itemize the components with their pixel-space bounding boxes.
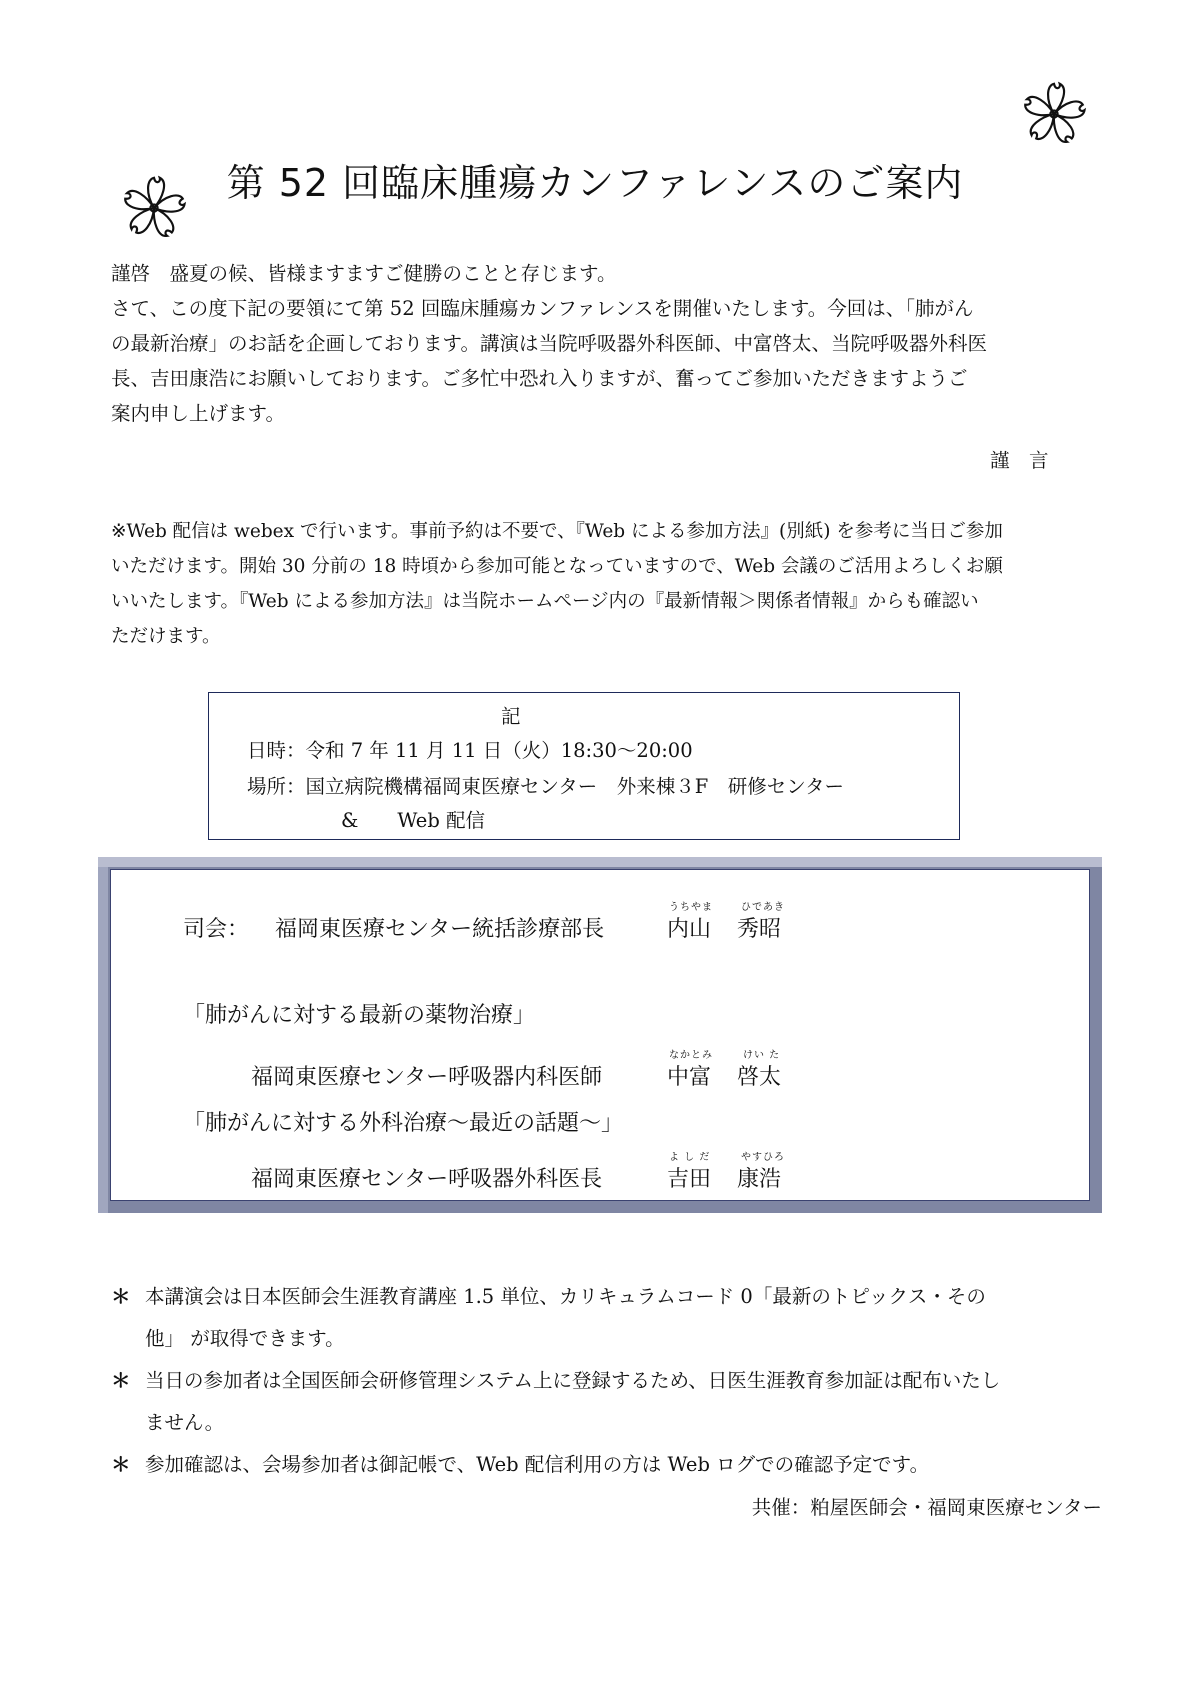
note-certificate bbox=[111, 1360, 1101, 1450]
talk1-affiliation: 福岡東医療センター呼吸器内科医師 bbox=[251, 1065, 603, 1090]
note-credits bbox=[111, 1276, 1101, 1366]
talk1-family-ruby: なかとみ bbox=[669, 1050, 713, 1061]
moderator-given-ruby: ひであき bbox=[741, 902, 785, 913]
page-title: 第 52 回臨床腫瘍カンファレンスのご案内 bbox=[226, 161, 964, 205]
ki-heading: 記 bbox=[501, 705, 521, 728]
program-frame bbox=[98, 857, 1102, 1213]
talk2-family-ruby: よ し だ bbox=[669, 1152, 711, 1163]
talk2-given-name: 康浩 bbox=[737, 1167, 782, 1192]
talk2-title: 「肺がんに対する外科治療～最近の話題～」 bbox=[183, 1111, 624, 1136]
asterisk-mark: ＊ bbox=[111, 1285, 131, 1308]
moderator-family-name: 内山 bbox=[667, 917, 712, 942]
web-notice-line: ただけます。 bbox=[111, 626, 221, 647]
event-place: 場所：国立病院機構福岡東医療センター 外来棟３F 研修センター bbox=[247, 775, 844, 798]
asterisk-mark: ＊ bbox=[111, 1369, 131, 1392]
event-web: & Web 配信 bbox=[341, 809, 486, 832]
sakura-flower-icon bbox=[1018, 78, 1090, 150]
sponsor-line: 共催：粕屋医師会・福岡東医療センター bbox=[751, 1496, 1102, 1519]
note-line: 本講演会は日本医師会生涯教育講座 1.5 単位、カリキュラムコード 0「最新のトピックス・その bbox=[145, 1285, 986, 1308]
moderator-family-ruby: うちやま bbox=[669, 902, 713, 913]
moderator-label: 司会： bbox=[183, 917, 250, 942]
web-notice-line: いただけます。開始 30 分前の 18 時頃から参加可能となっていますので、Web 会議のご活用よろしくお願 bbox=[111, 556, 1003, 577]
event-details-box bbox=[208, 692, 960, 840]
closing-text: 謹 言 bbox=[990, 449, 1049, 472]
greeting-paragraph bbox=[111, 256, 1091, 431]
greeting-line: 案内申し上げます。 bbox=[111, 402, 285, 425]
talk2-family-name: 吉田 bbox=[667, 1167, 712, 1192]
note-line: 参加確認は、会場参加者は御記帳で、Web 配信利用の方は Web ログでの確認予定です。 bbox=[145, 1453, 930, 1476]
web-notice-paragraph bbox=[111, 514, 1091, 654]
talk1-given-ruby: けい た bbox=[743, 1050, 781, 1061]
greeting-line: 長、吉田康浩にお願いしております。ご多忙中恐れ入りますが、奮ってご参加いただきますようご bbox=[111, 367, 968, 390]
note-line: 他」 が取得できます。 bbox=[145, 1327, 345, 1350]
moderator-given-name: 秀昭 bbox=[737, 917, 782, 942]
note-line: ません。 bbox=[145, 1411, 225, 1434]
asterisk-mark: ＊ bbox=[111, 1453, 131, 1476]
note-attendance bbox=[111, 1444, 1101, 1489]
moderator-affiliation: 福岡東医療センター統括診療部長 bbox=[275, 917, 605, 942]
talk2-given-ruby: やすひろ bbox=[741, 1152, 785, 1163]
greeting-line: 謹啓 盛夏の候、皆様ますますご健勝のことと存じます。 bbox=[111, 262, 617, 285]
talk1-family-name: 中富 bbox=[667, 1065, 712, 1090]
web-notice-line: ※Web 配信は webex で行います。事前予約は不要で、『Web による参加方法』(別紙) を参考に当日ご参加 bbox=[111, 521, 1003, 542]
event-datetime: 日時：令和 7 年 11 月 11 日（火）18:30～20:00 bbox=[247, 739, 693, 762]
web-notice-line: いいたします。『Web による参加方法』は当院ホームページ内の『最新情報＞関係者情報』からも確認い bbox=[111, 591, 979, 612]
note-line: 当日の参加者は全国医師会研修管理システム上に登録するため、日医生涯教育参加証は配布いたし bbox=[145, 1369, 1001, 1392]
greeting-line: さて、この度下記の要領にて第 52 回臨床腫瘍カンファレンスを開催いたします。今回は、「肺がん bbox=[111, 297, 974, 320]
talk2-affiliation: 福岡東医療センター呼吸器外科医長 bbox=[251, 1167, 603, 1192]
talk1-given-name: 啓太 bbox=[737, 1065, 782, 1090]
program-panel bbox=[110, 869, 1090, 1201]
talk1-title: 「肺がんに対する最新の薬物治療」 bbox=[183, 1003, 536, 1028]
greeting-line: の最新治療」のお話を企画しております。講演は当院呼吸器外科医師、中富啓太、当院呼吸器外科医 bbox=[111, 332, 987, 355]
